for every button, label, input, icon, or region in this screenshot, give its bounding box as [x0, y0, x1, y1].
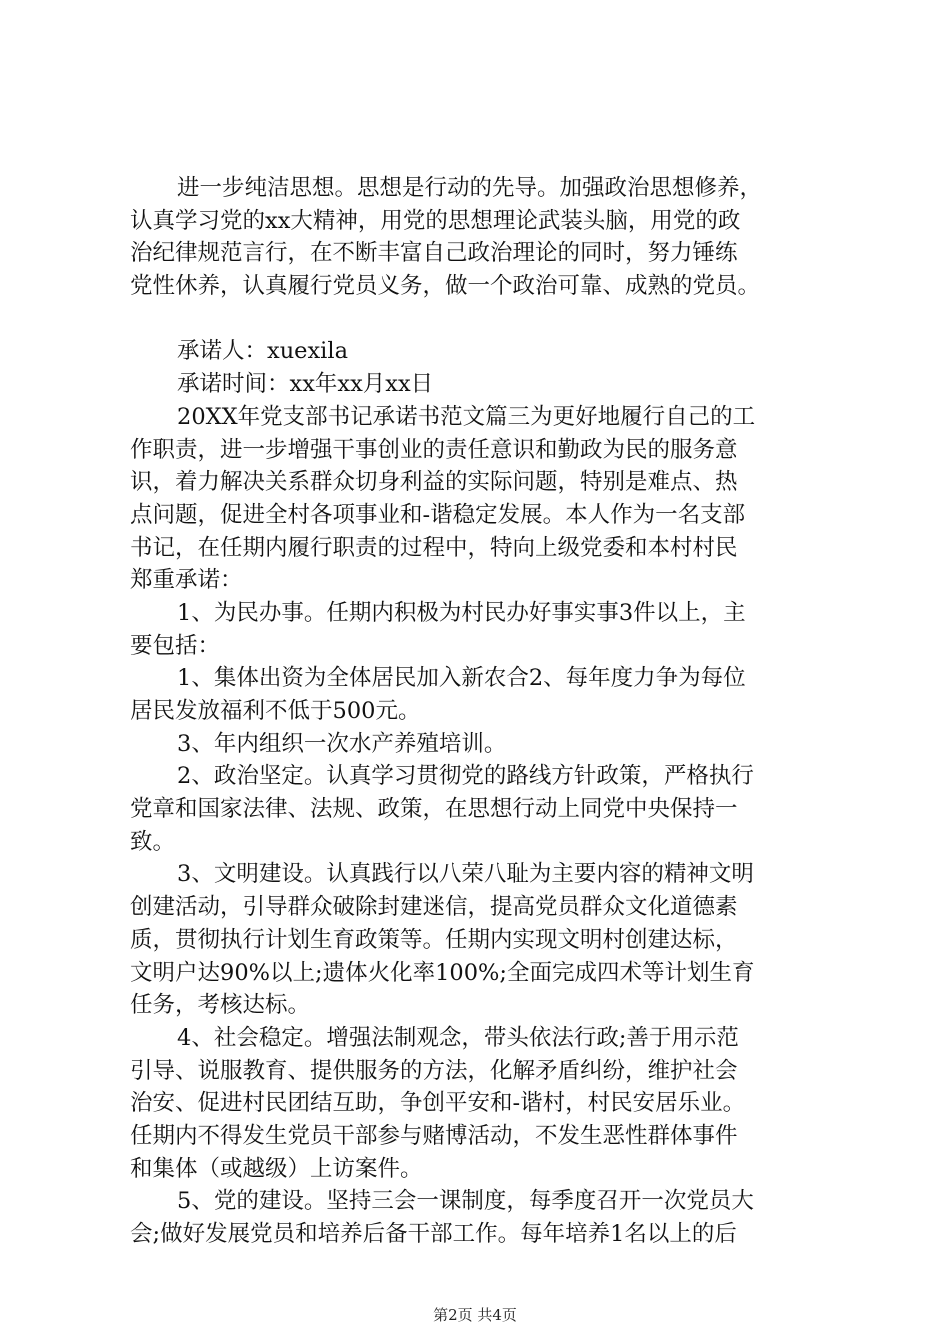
text-line: 2、政治坚定。认真学习贯彻党的路线方针政策，严格执行 — [177, 763, 754, 790]
blank-line — [130, 303, 830, 336]
text-line: 4、社会稳定。增强法制观念，带头依法行政;善于用示范 — [177, 1024, 739, 1051]
date-line: 承诺时间：xx年xx月xx日 — [177, 371, 434, 398]
page-footer — [0, 1305, 950, 1325]
text-line: 3、年内组织一次水产养殖培训。 — [177, 730, 507, 757]
text-line: 20XX年党支部书记承诺书范文篇三为更好地履行自己的工 — [177, 403, 756, 430]
text-line: 致。 — [130, 828, 176, 855]
text-line: 居民发放福利不低于500元。 — [130, 698, 421, 724]
text-line: 任务，考核达标。 — [130, 992, 311, 1019]
text-line: 进一步纯洁思想。思想是行动的先导。加强政治思想修养， — [177, 175, 763, 201]
signer-line: 承诺人：xuexila — [177, 338, 348, 365]
text-line: 党章和国家法律、法规、政策，在思想行动上同党中央保持一 — [130, 796, 738, 823]
text-line: 1、为民办事。任期内积极为村民办好事实事3件以上，主 — [177, 599, 746, 626]
text-line: 党性休养，认真履行党员义务，做一个政治可靠、成熟的党员。 — [130, 273, 761, 300]
text-line: 质，贯彻执行计划生育政策等。任期内实现文明村创建达标， — [130, 926, 738, 953]
text-line: 识，着力解决关系群众切身利益的实际问题，特别是难点、热 — [130, 469, 738, 496]
text-line: 治安、促进村民团结互助，争创平安和-谐村，村民安居乐业。 — [130, 1090, 746, 1117]
text-line: 3、文明建设。认真践行以八荣八耻为主要内容的精神文明 — [177, 861, 754, 888]
text-line: 书记，在任期内履行职责的过程中，特向上级党委和本村村民 — [130, 534, 738, 561]
text-line: 点问题，促进全村各项事业和-谐稳定发展。本人作为一名支部 — [130, 501, 746, 528]
page-number-label: 第2页 共4页 — [433, 1306, 517, 1324]
text-line: 和集体（或越级）上访案件。 — [130, 1155, 423, 1182]
text-line: 治纪律规范言行，在不断丰富自己政治理论的同时，努力锤练 — [130, 240, 738, 267]
text-line: 1、集体出资为全体居民加入新农合2、每年度力争为每位 — [177, 665, 746, 692]
text-line: 认真学习党的xx大精神，用党的思想理论武装头脑，用党的政 — [130, 207, 741, 234]
text-line: 要包括： — [130, 632, 221, 659]
text-line: 5、党的建设。坚持三会一课制度，每季度召开一次党员大 — [177, 1188, 754, 1215]
text-line: 任期内不得发生党员干部参与赌博活动，不发生恶性群体事件 — [130, 1122, 738, 1149]
document-body — [130, 172, 830, 1251]
text-line: 引导、说服教育、提供服务的方法，化解矛盾纠纷，维护社会 — [130, 1057, 738, 1084]
text-line: 文明户达90%以上;遗体火化率100%;全面完成四术等计划生育 — [130, 959, 755, 986]
text-line: 郑重承诺： — [130, 567, 243, 594]
text-line: 创建活动，引导群众破除封建迷信，提高党员群众文化道德素 — [130, 894, 738, 921]
text-line: 作职责，进一步增强干事创业的责任意识和勤政为民的服务意 — [130, 436, 738, 463]
text-line: 会;做好发展党员和培养后备干部工作。每年培养1名以上的后 — [130, 1221, 737, 1247]
